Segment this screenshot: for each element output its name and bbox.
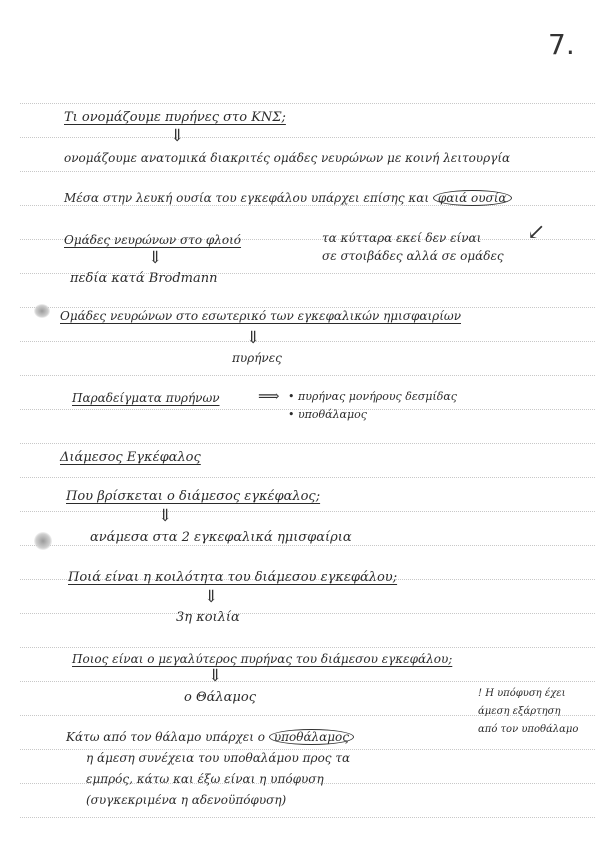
hypothalamus-line-4: (συγκεκριμένα η αδενοϋπόφυση)	[86, 793, 287, 807]
down-arrow-icon: ⇓	[246, 328, 261, 348]
side-note-line-1: ! Η υπόφυση έχει	[478, 688, 566, 699]
hypothalamus-line-3: εμπρός, κάτω και έξω είναι η υπόφυση	[86, 772, 324, 786]
answer-diencephalon-location: ανάμεσα στα 2 εγκεφαλικά ημισφαίρια	[90, 530, 352, 545]
hypothalamus-circled: υποθάλαμος	[269, 729, 354, 745]
example-hypothalamus: • υποθάλαμος	[288, 408, 367, 421]
cortex-groups-heading: Ομάδες νευρώνων στο φλοιό	[64, 233, 242, 247]
example-solitary-tract: • πυρήνας μονήρους δεσμίδας	[288, 390, 457, 403]
question-largest-nucleus: Ποιος είναι ο μεγαλύτερος πυρήνας του διάμεσου εγκεφάλου;	[72, 652, 453, 666]
white-matter-text: Μέσα στην λευκή ουσία του εγκεφάλου υπάρχει επίσης και	[64, 191, 430, 205]
question-nuclei-cns: Τι ονομάζουμε πυρήνες στο ΚΝΣ;	[64, 110, 286, 125]
white-matter-note	[64, 192, 512, 204]
smudge-mark	[34, 304, 50, 318]
answer-thalamus: ο Θάλαμος	[184, 690, 256, 705]
down-arrow-icon: ⇓	[170, 126, 185, 146]
answer-third-ventricle: 3η κοιλία	[176, 610, 240, 625]
interior-groups-heading: Ομάδες νευρώνων στο εσωτερικό των εγκεφαλικών ημισφαιρίων	[60, 309, 461, 323]
hypothalamus-line-2: η άμεση συνέχεια του υποθαλάμου προς τα	[86, 751, 351, 765]
down-arrow-icon: ⇓	[204, 587, 219, 607]
down-arrow-icon: ⇓	[208, 666, 223, 686]
question-diencephalon-location: Που βρίσκεται ο διάμεσος εγκέφαλος;	[66, 489, 321, 504]
examples-label: Παραδείγματα πυρήνων	[72, 391, 220, 405]
side-note-line-3: από τον υποθάλαμο	[478, 724, 579, 735]
smudge-mark	[34, 532, 52, 550]
question-diencephalon-cavity: Ποιά είναι η κοιλότητα του διάμεσου εγκεφάλου;	[68, 570, 398, 585]
brodmann-areas: πεδία κατά Brodmann	[70, 271, 218, 286]
down-arrow-icon: ⇓	[148, 248, 163, 268]
side-note-line-2: άμεση εξάρτηση	[478, 706, 561, 717]
hypothalamus-text: Κάτω από τον θάλαμο υπάρχει ο	[66, 730, 265, 744]
down-arrow-icon: ⇓	[158, 506, 173, 526]
cortex-note-line-1: τα κύτταρα εκεί δεν είναι	[322, 231, 482, 245]
diencephalon-title: Διάμεσος Εγκέφαλος	[60, 450, 201, 465]
hypothalamus-line-1	[66, 731, 354, 743]
grey-matter-circled: φαιά ουσία	[433, 190, 512, 206]
cortex-note-line-2: σε στοιβάδες αλλά σε ομάδες	[322, 249, 504, 263]
page-number: 7.	[548, 28, 575, 61]
answer-nuclei-cns: ονομάζουμε ανατομικά διακριτές ομάδες νευρώνων με κοινή λειτουργία	[64, 151, 511, 165]
curved-arrow-icon: ↙	[527, 220, 546, 245]
nuclei-label: πυρήνες	[232, 351, 282, 365]
right-arrow-icon: ⟹	[258, 387, 280, 405]
